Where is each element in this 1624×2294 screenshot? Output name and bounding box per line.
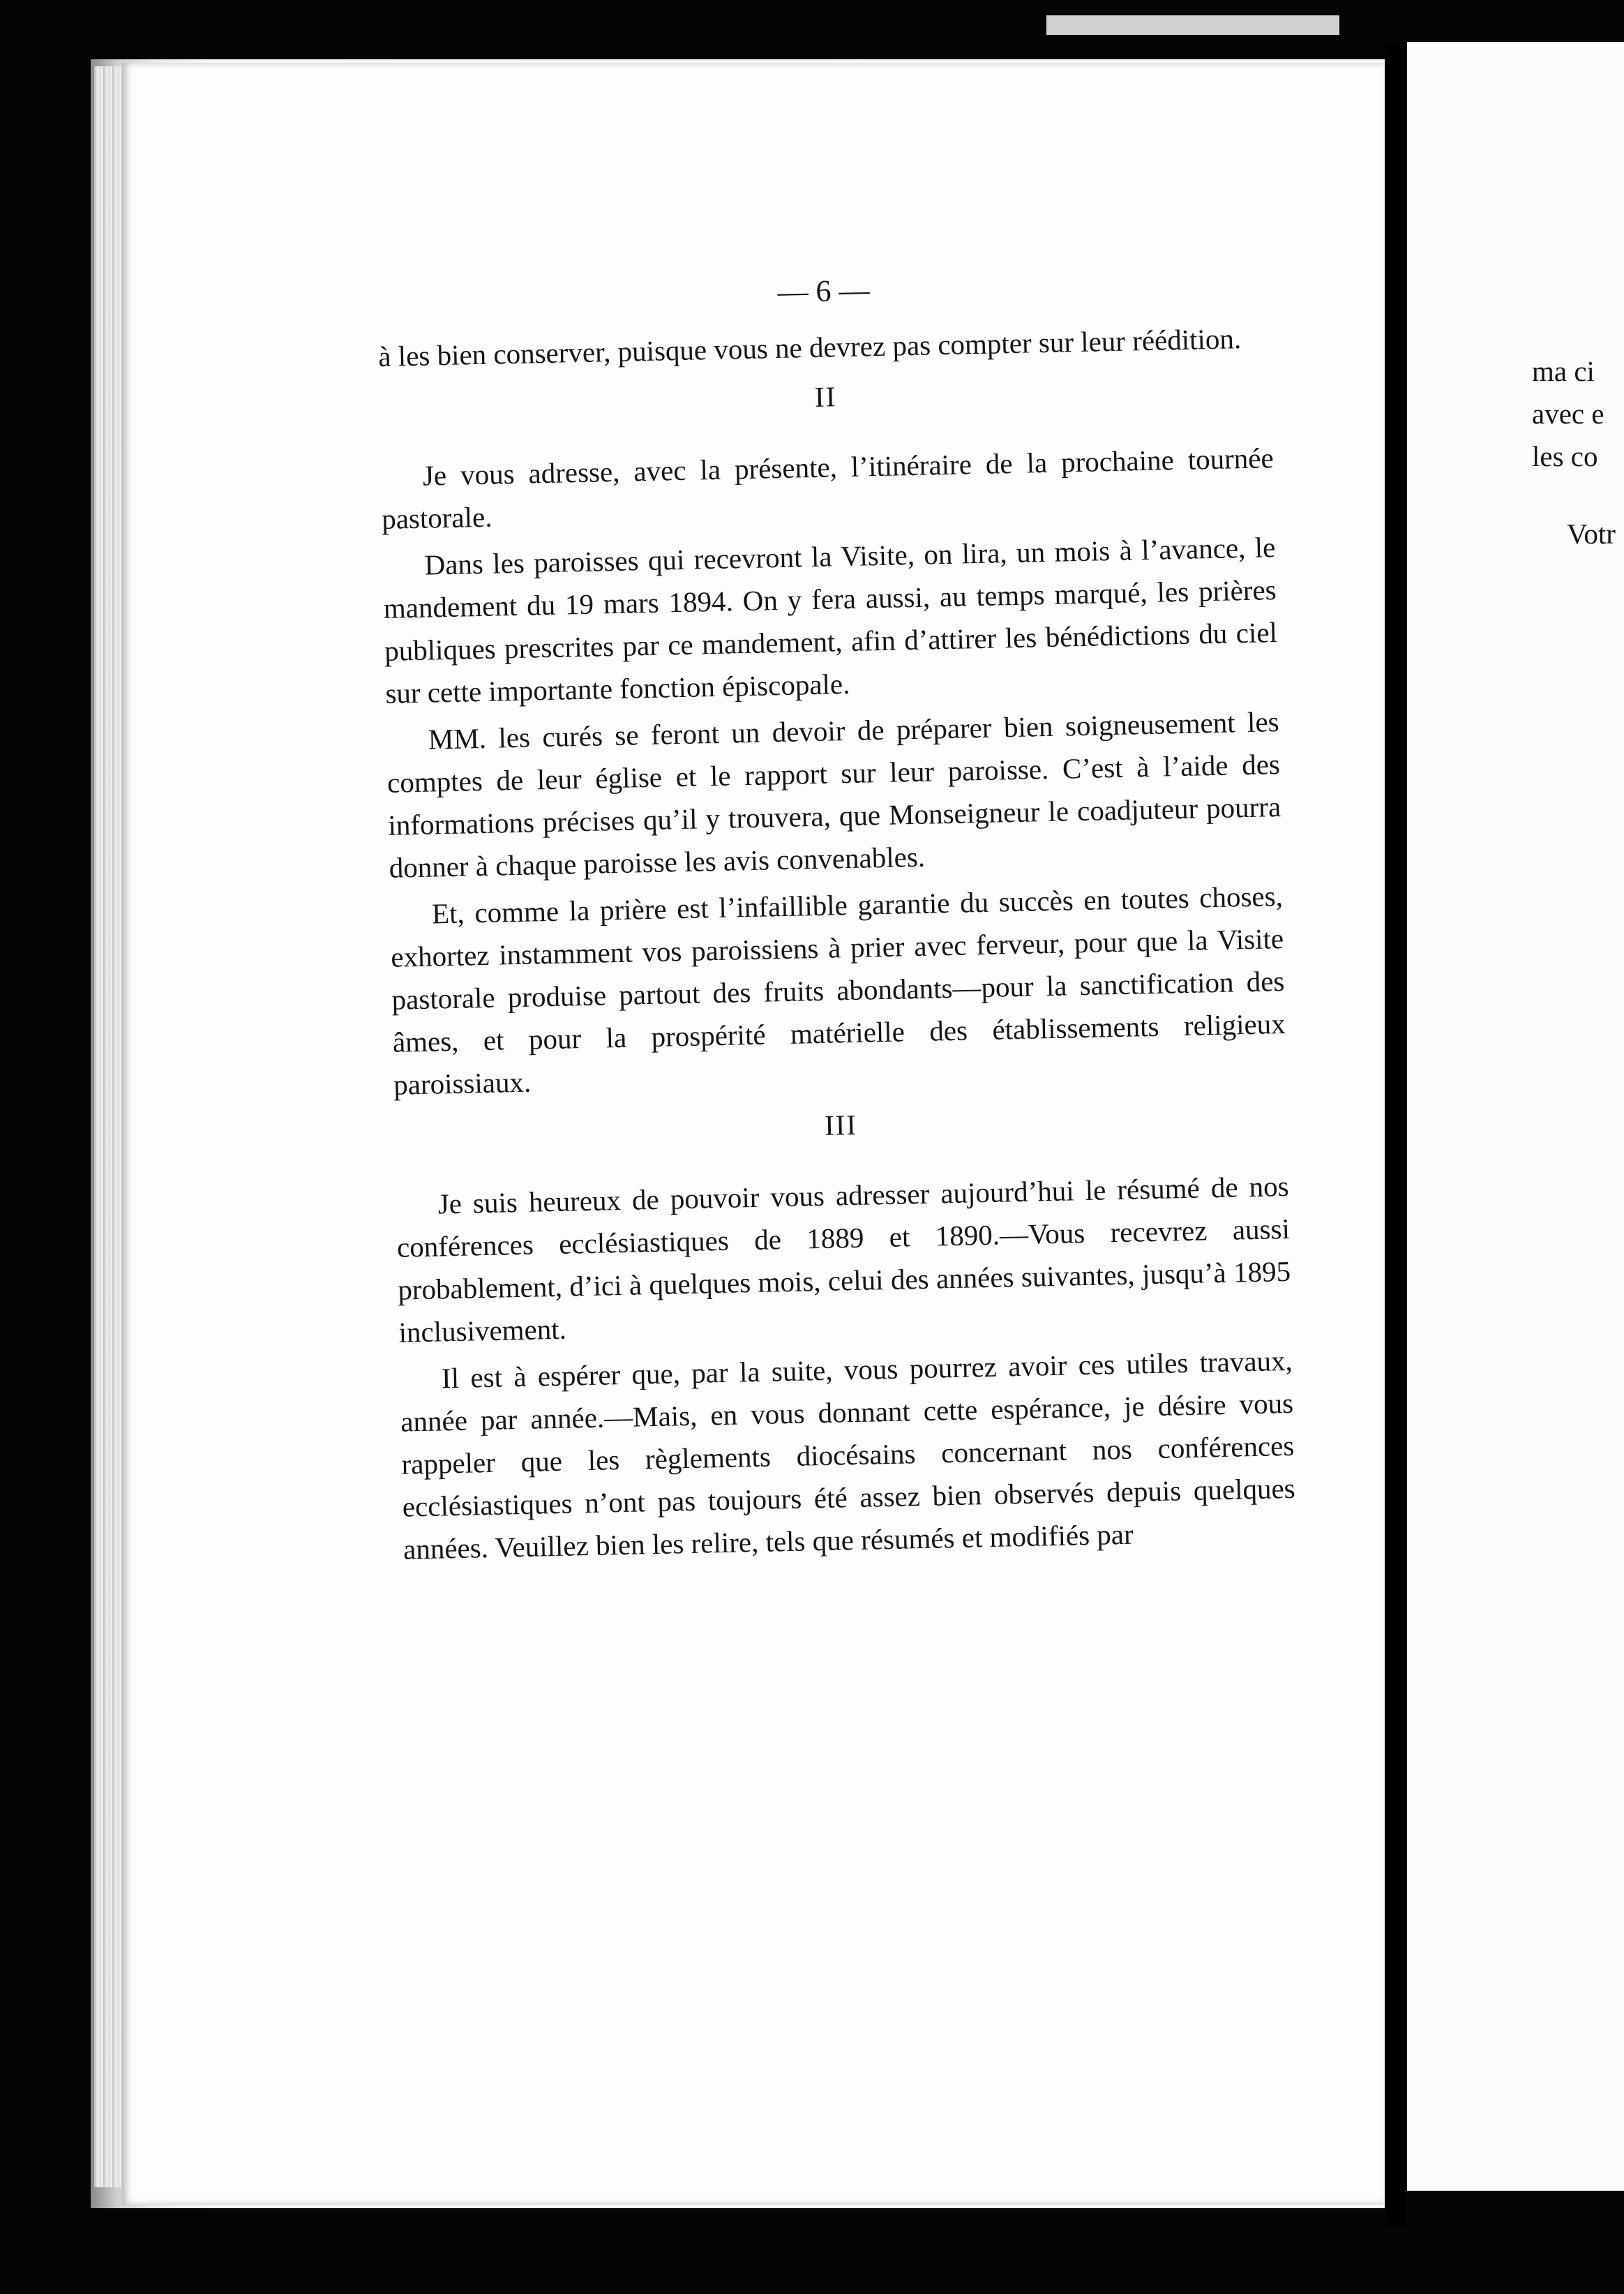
scan-artifact-strip (1046, 15, 1339, 35)
page-number: — 6 — (776, 273, 870, 309)
right-page-gap (1532, 478, 1624, 513)
right-page-line: Votr (1567, 518, 1616, 550)
right-page-text (1532, 350, 1624, 555)
paragraph: Je suis heureux de pouvoir vous adresser aujourd’hui le résumé de nos conférences ecclésiastiques de 1889 et 1890.—Vous recevrez aussi probablement, d’ici à quelques mois, celui des années suivantes, jusqu’à 1895 inclusivement. (396, 1169, 1291, 1349)
paragraph: Je vous adresse, avec la présente, l’itinéraire de la prochaine tournée pastorale. (381, 442, 1275, 535)
left-page-text (377, 260, 1297, 1575)
right-page-line: ma ci (1532, 355, 1595, 387)
book-gutter (1385, 42, 1407, 2226)
section-heading-2: II (814, 380, 837, 413)
opening-paragraph: à les bien conserver, puisque vous ne devrez pas compter sur leur réédition. (377, 322, 1242, 373)
paragraph: Dans les paroisses qui recevront la Visite, on lira, un mois à l’avance, le mandement du 19 mars 1894. On y fera aussi, au temps marqué, les prières publiques prescrites par ce mandement, afin d’attirer les bénédictions du ciel sur cette importante fonction épiscopale. (383, 531, 1278, 710)
right-page-line: avec e (1532, 398, 1604, 430)
section-heading-3: III (824, 1108, 858, 1141)
paragraph: MM. les curés se feront un devoir de préparer bien soigneusement les comptes de leur église et le rapport sur leur paroisse. C’est à l’aide des informations précises qu’il y trouvera, que Monseigneur le coadjuteur pourra donner à chaque paroisse les avis convenables. (386, 705, 1281, 884)
right-page-line: les co (1532, 440, 1598, 472)
paragraph: Et, comme la prière est l’infaillible garantie du succès en toutes choses, exhortez instamment vos paroissiens à prier avec ferveur, pour que la Visite pastorale produise partout des fruits abondants—pour la sanctification des âmes, et pour la prospérité matérielle des établissements religieux paroissiaux. (390, 879, 1286, 1101)
paragraph: Il est à espérer que, par la suite, vous pourrez avoir ces utiles travaux, année par année.—Mais, en vous donnant cette espérance, je désire vous rappeler que les règlements diocésains concernant nos conférences ecclésiastiques n’ont pas toujours été assez bien observés depuis quelques années. Veuillez bien les relire, tels que résumés et modifiés par (400, 1344, 1296, 1566)
